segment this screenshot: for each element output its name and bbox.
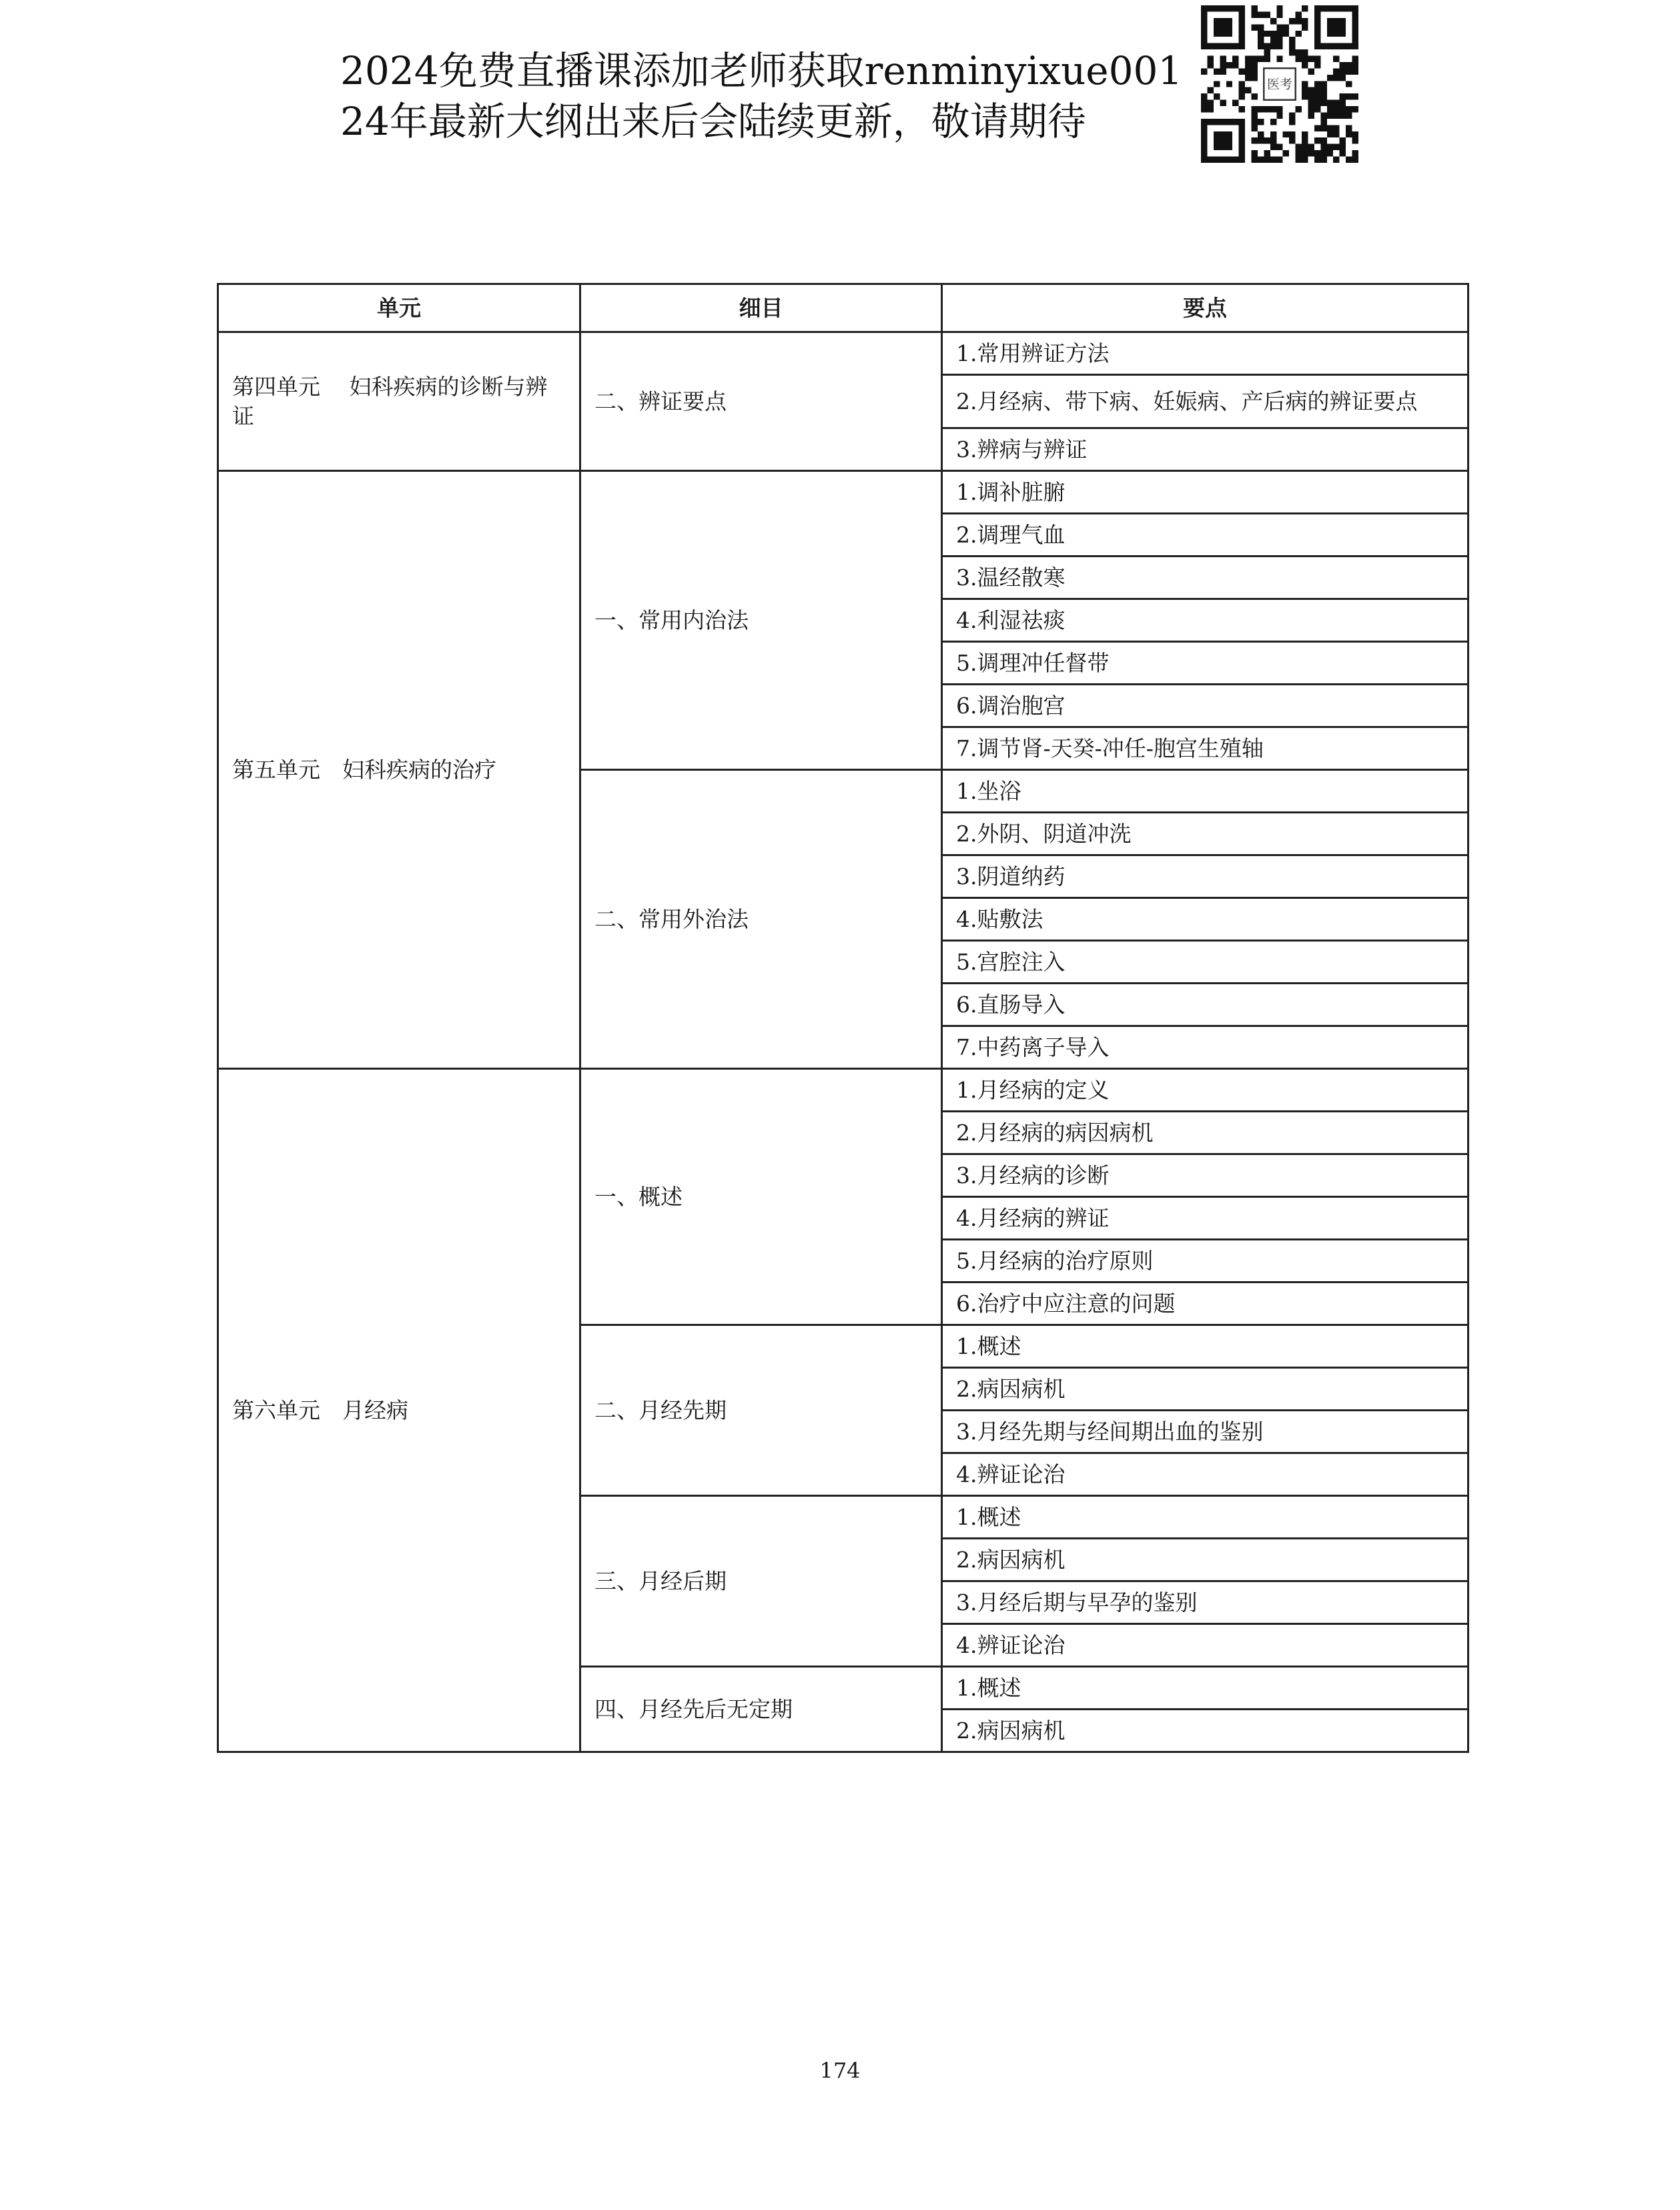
point-cell: 2.月经病、带下病、妊娠病、产后病的辨证要点 <box>942 375 1468 428</box>
item-cell: 二、月经先期 <box>580 1325 942 1496</box>
point-cell: 3.月经先期与经间期出血的鉴别 <box>942 1411 1468 1453</box>
point-cell: 1.常用辨证方法 <box>942 332 1468 375</box>
item-cell: 一、概述 <box>580 1069 942 1325</box>
point-cell: 2.调理气血 <box>942 514 1468 557</box>
point-cell: 4.利湿祛痰 <box>942 599 1468 642</box>
point-cell: 1.概述 <box>942 1325 1468 1368</box>
item-cell: 三、月经后期 <box>580 1496 942 1667</box>
table-row <box>218 471 1468 514</box>
syllabus-table <box>217 283 1469 1753</box>
point-cell: 6.直肠导入 <box>942 984 1468 1026</box>
point-cell: 3.月经后期与早孕的鉴别 <box>942 1581 1468 1624</box>
column-header-point: 要点 <box>942 284 1468 332</box>
promo-line-1: 2024免费直播课添加老师获取renminyixue001 <box>340 48 1183 93</box>
item-cell: 四、月经先后无定期 <box>580 1667 942 1752</box>
point-cell: 4.月经病的辨证 <box>942 1197 1468 1240</box>
promo-line-2: 24年最新大纲出来后会陆续更新，敬请期待 <box>340 99 1086 144</box>
column-header-item: 细目 <box>580 284 942 332</box>
point-cell: 4.辨证论治 <box>942 1453 1468 1496</box>
qr-code-graphic <box>1201 5 1358 163</box>
qr-logo-text: 医考 <box>1267 77 1292 92</box>
point-cell: 2.病因病机 <box>942 1368 1468 1411</box>
point-cell: 1.概述 <box>942 1496 1468 1539</box>
point-cell: 5.调理冲任督带 <box>942 642 1468 685</box>
point-cell: 3.阴道纳药 <box>942 855 1468 898</box>
qr-code <box>1201 5 1358 163</box>
table-header-row <box>218 284 1468 332</box>
point-cell: 2.病因病机 <box>942 1710 1468 1752</box>
table-row <box>218 1069 1468 1112</box>
point-cell: 5.宫腔注入 <box>942 941 1468 984</box>
point-cell: 3.温经散寒 <box>942 557 1468 599</box>
item-cell: 一、常用内治法 <box>580 471 942 770</box>
point-cell: 3.辨病与辨证 <box>942 428 1468 471</box>
point-cell: 4.贴敷法 <box>942 898 1468 941</box>
page-number: 174 <box>819 2058 861 2083</box>
point-cell: 4.辨证论治 <box>942 1624 1468 1667</box>
column-header-unit: 单元 <box>218 284 580 332</box>
point-cell: 7.中药离子导入 <box>942 1026 1468 1069</box>
point-cell: 1.月经病的定义 <box>942 1069 1468 1112</box>
unit-cell: 第六单元 月经病 <box>218 1069 580 1752</box>
point-cell: 2.外阴、阴道冲洗 <box>942 813 1468 855</box>
point-cell: 1.概述 <box>942 1667 1468 1710</box>
unit-cell: 第四单元 妇科疾病的诊断与辨证 <box>218 332 580 471</box>
point-cell: 6.调治胞宫 <box>942 685 1468 727</box>
point-cell: 6.治疗中应注意的问题 <box>942 1282 1468 1325</box>
item-cell: 二、常用外治法 <box>580 770 942 1069</box>
promo-header <box>340 45 1194 147</box>
point-cell: 2.月经病的病因病机 <box>942 1112 1468 1154</box>
point-cell: 5.月经病的治疗原则 <box>942 1240 1468 1282</box>
point-cell: 1.坐浴 <box>942 770 1468 813</box>
point-cell: 1.调补脏腑 <box>942 471 1468 514</box>
table-row <box>218 332 1468 375</box>
unit-cell: 第五单元 妇科疾病的治疗 <box>218 471 580 1069</box>
point-cell: 2.病因病机 <box>942 1539 1468 1581</box>
point-cell: 7.调节肾-天癸-冲任-胞宫生殖轴 <box>942 727 1468 770</box>
item-cell: 二、辨证要点 <box>580 332 942 471</box>
point-cell: 3.月经病的诊断 <box>942 1154 1468 1197</box>
